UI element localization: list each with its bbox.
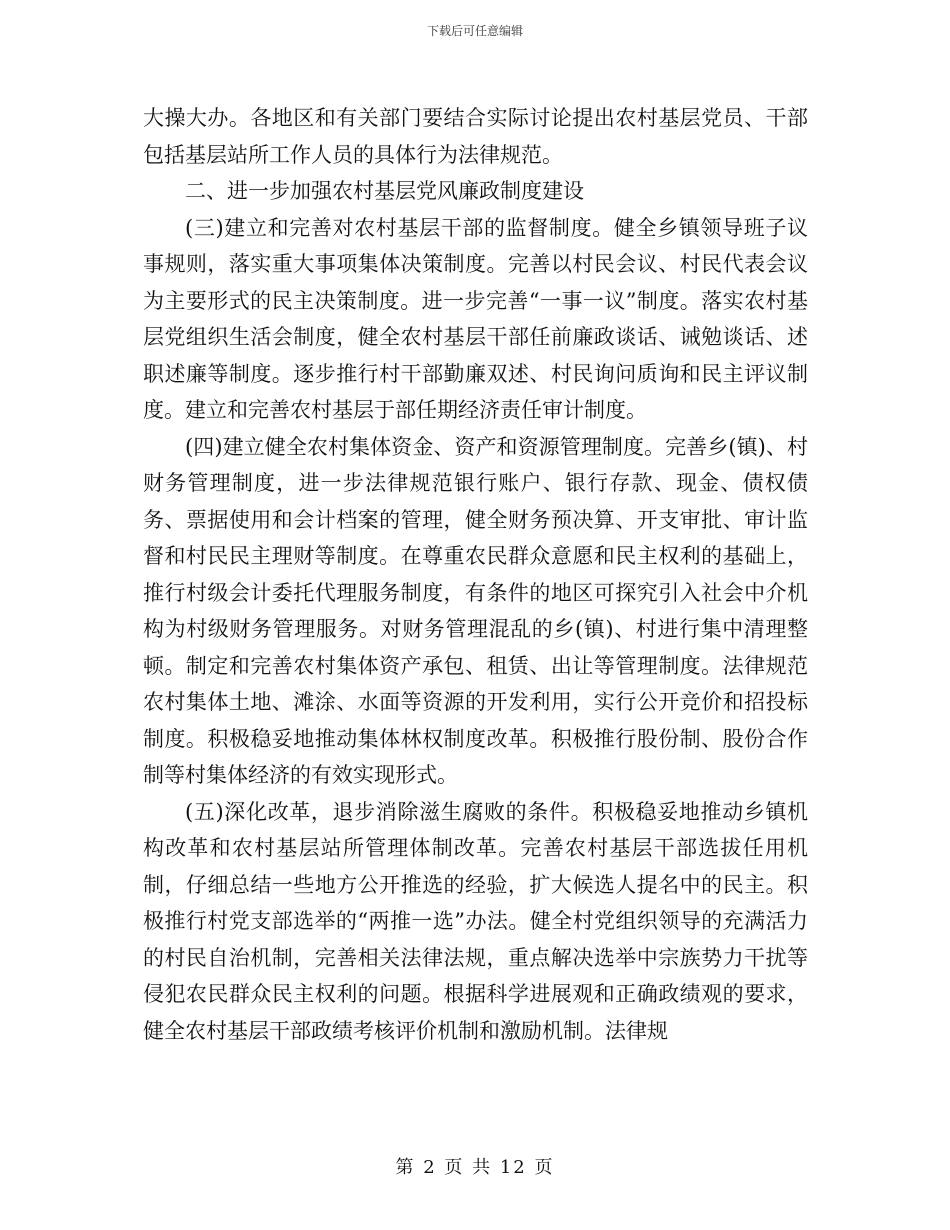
paragraph-item-4: (四)建立健全农村集体资金、资产和资源管理制度。完善乡(镇)、村财务管理制度，进一步法律规范银行账户、银行存款、现金、债权债务、票据使用和会计档案的管理，健全财务预决算、开支审批、审计监督和村民民主理财等制度。在尊重农民群众意愿和民主权利的基础上，推行村级会计委托代理服务制度，有条件的地区可探究引入社会中介机构为村级财务管理服务。对财务管理混乱的乡(镇)、村进行集中清理整顿。制定和完善农村集体资产承包、租赁、出让等管理制度。法律规范农村集体土地、滩涂、水面等资源的开发利用，实行公开竞价和招投标制度。积极稳妥地推动集体林权制度改革。积极推行股份制、股份合作制等村集体经济的有效实现形式。	[143, 434, 808, 787]
page-number: 第 2 页 共 12 页	[395, 1157, 555, 1178]
page-header-note: 下载后可任意编辑	[426, 24, 523, 38]
paragraph-continuation: 大操大办。各地区和有关部门要结合实际讨论提出农村基层党员、干部包括基层站所工作人员的具体行为法律规范。	[143, 106, 808, 167]
document-body	[143, 100, 808, 1049]
section-heading: 二、进一步加强农村基层党风廉政制度建设	[185, 179, 584, 203]
paragraph-item-5: (五)深化改革，退步消除滋生腐败的条件。积极稳妥地推动乡镇机构改革和农村基层站所管理体制改革。完善农村基层干部选拔任用机制，仔细总结一些地方公开推选的经验，扩大候选人提名中的民主。积极推行村党支部选举的“两推一选”办法。健全村党组织领导的充满活力的村民自治机制，完善相关法律法规，重点解决选举中宗族势力干扰等侵犯农民群众民主权利的问题。根据科学进展观和正确政绩观的要求，健全农村基层干部政绩考核评价机制和激励机制。法律规	[143, 799, 808, 1043]
paragraph-item-3: (三)建立和完善对农村基层干部的监督制度。健全乡镇领导班子议事规则，落实重大事项集体决策制度。完善以村民会议、村民代表会议为主要形式的民主决策制度。进一步完善“一事一议”制度。落实农村基层党组织生活会制度，健全农村基层干部任前廉政谈话、诫勉谈话、述职述廉等制度。逐步推行村干部勤廉双述、村民询问质询和民主评议制度。建立和完善农村基层于部任期经济责任审计制度。	[143, 215, 808, 422]
